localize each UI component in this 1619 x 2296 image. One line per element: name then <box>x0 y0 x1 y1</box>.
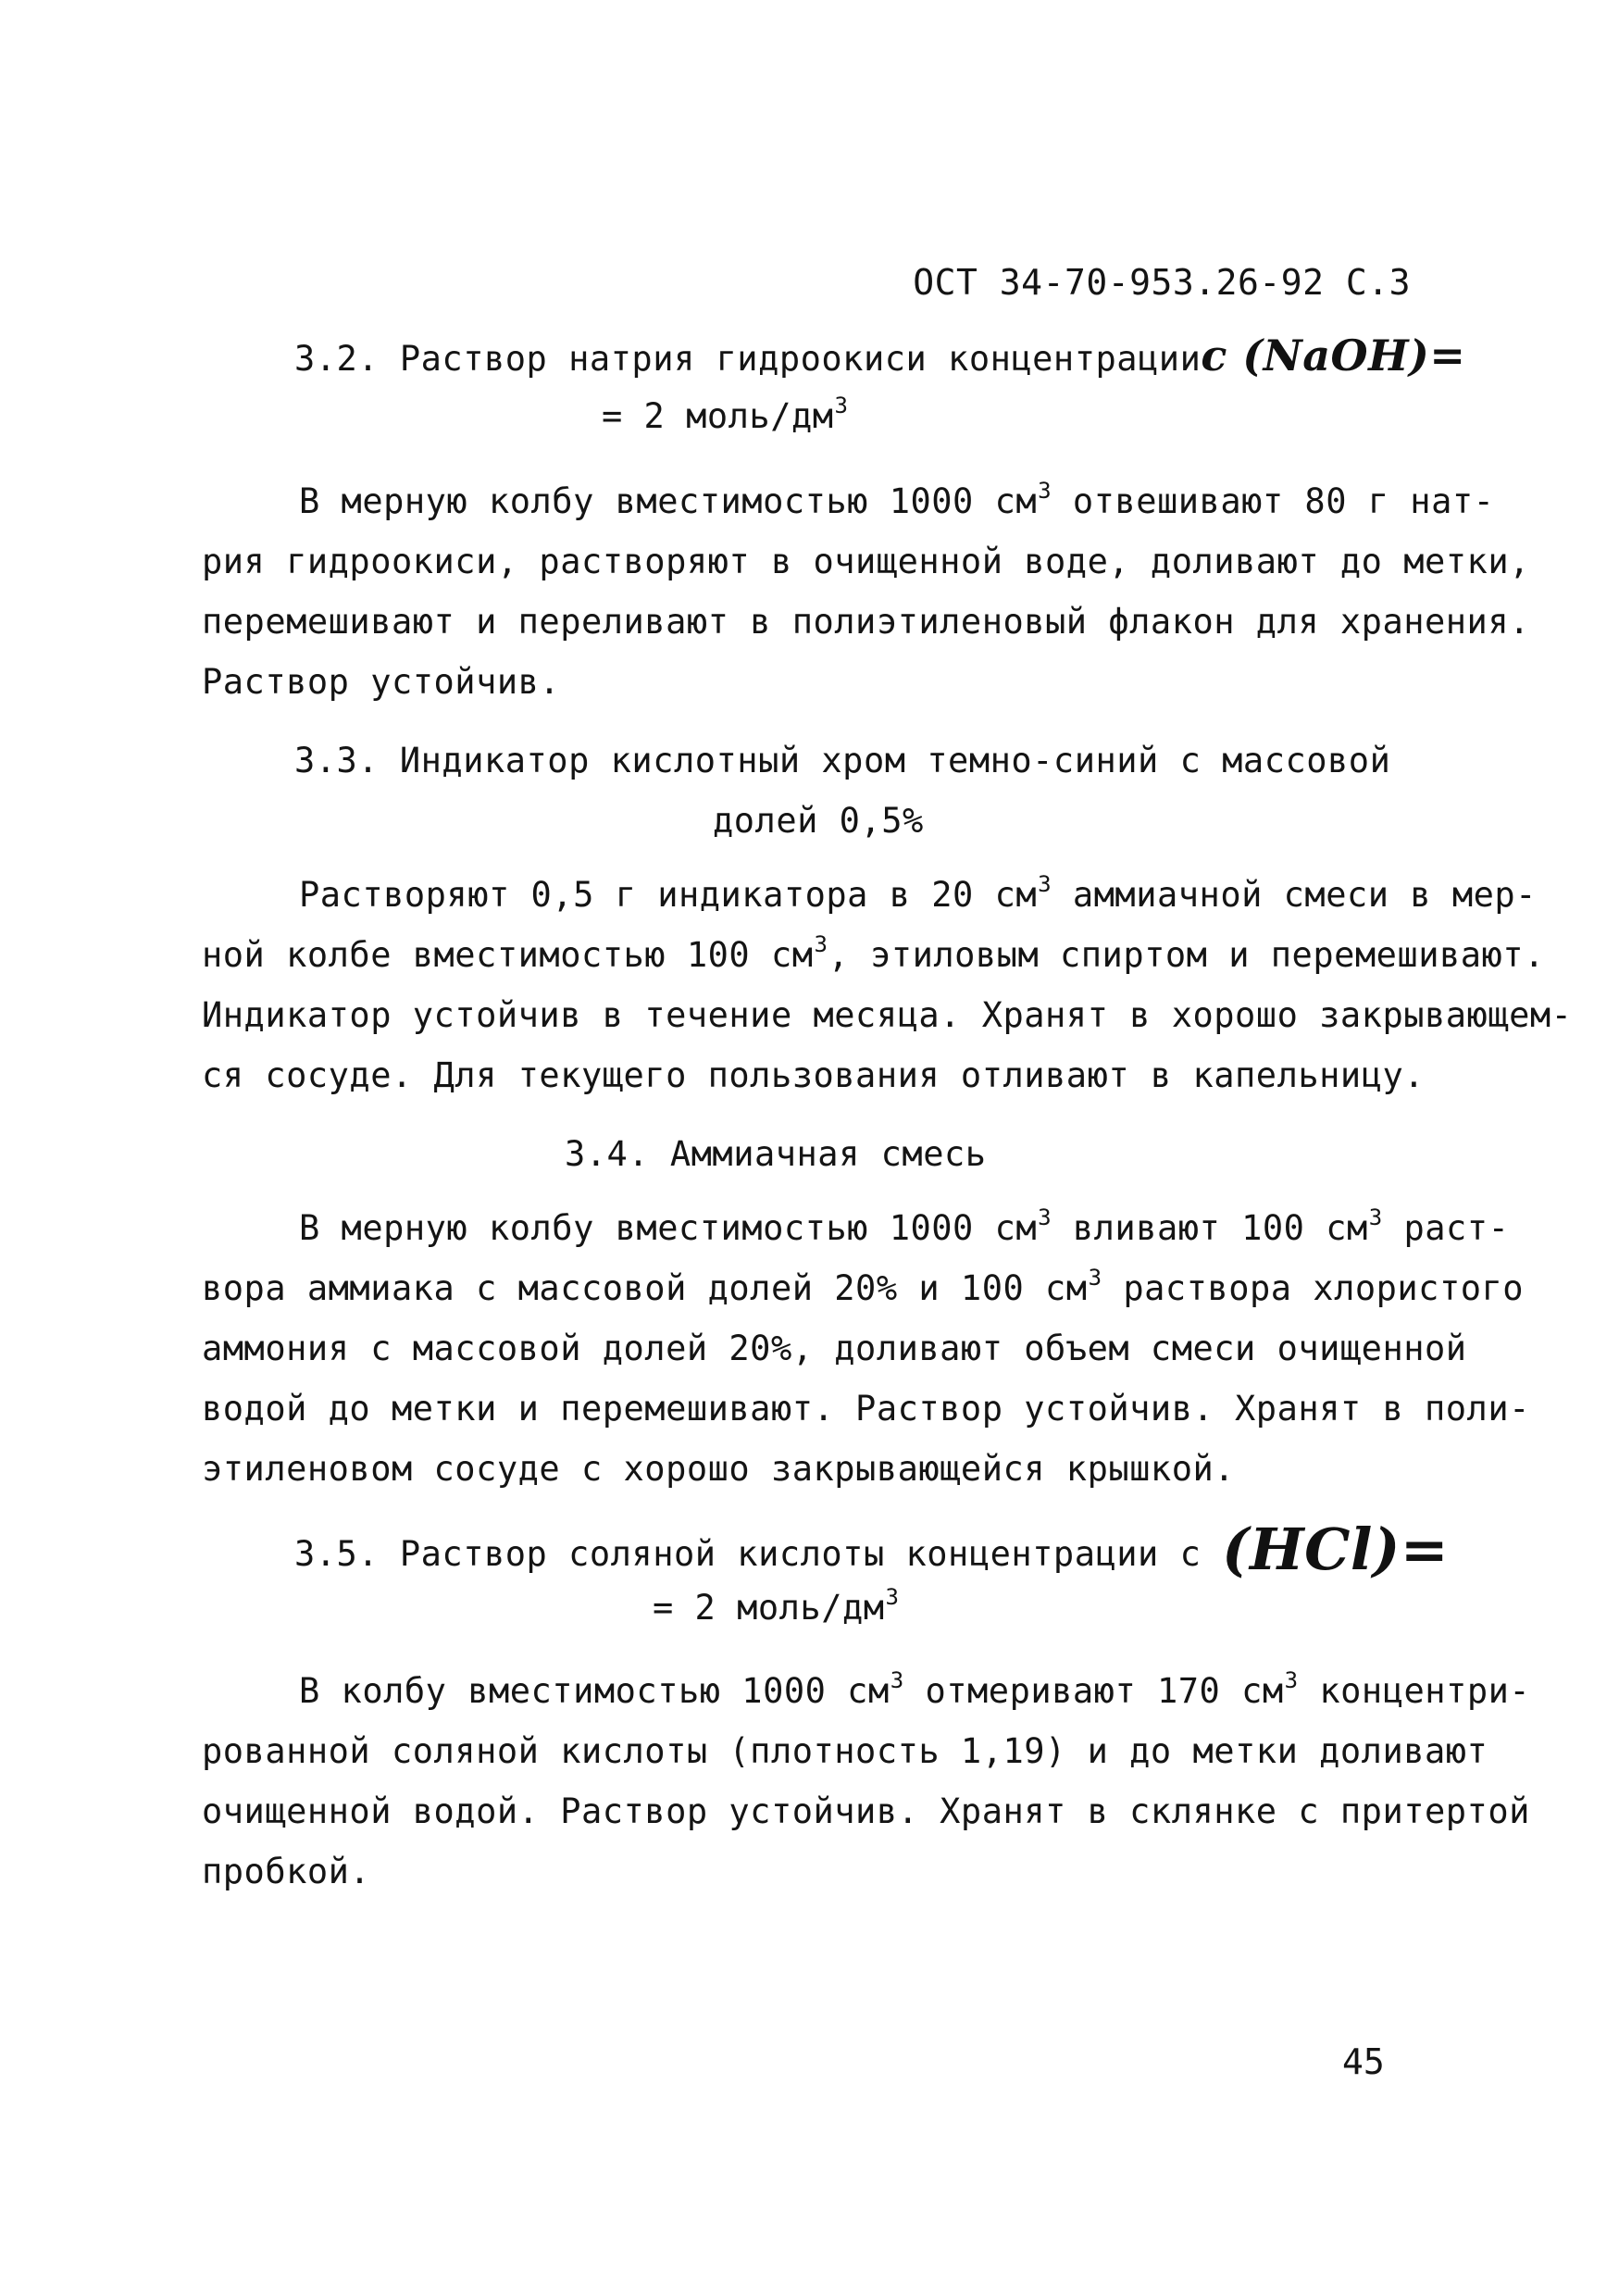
text-run: ной колбе вместимостью 100 см <box>202 935 814 975</box>
section-3-5-heading-text: 3.5. Раствор соляной кислоты концентрации с <box>294 1534 1202 1574</box>
paragraph-line <box>299 1667 1531 1716</box>
paragraph-line: перемешивают и переливают в полиэтиленовый флакон для хранения. <box>202 602 1530 642</box>
section-3-2-unit: = 2 моль/дм <box>602 396 834 436</box>
section-3-2-heading-text: 3.2. Раствор натрия гидроокиси концентрации <box>294 339 1202 379</box>
text-run: отмеривают 170 см <box>903 1671 1284 1711</box>
superscript: 3 <box>1284 1667 1299 1693</box>
paragraph-line: рованной соляной кислоты (плотность 1,19) и до метки доливают <box>202 1731 1488 1771</box>
section-3-5-unit: = 2 моль/дм <box>653 1588 885 1628</box>
text-run: раст- <box>1382 1208 1510 1248</box>
section-3-3-heading-line2: долей 0,5% <box>713 801 924 841</box>
paragraph-line: пробкой. <box>202 1852 371 1891</box>
paragraph-line <box>299 478 1495 526</box>
handwritten-formula-naoh: c (NaOH)= <box>1201 331 1466 381</box>
superscript: 3 <box>814 931 828 957</box>
section-3-4-heading: 3.4. Аммиачная смесь <box>565 1134 987 1174</box>
superscript: 3 <box>890 1667 904 1693</box>
document-code-header: ОСТ 34-70-953.26-92 С.3 <box>913 262 1411 303</box>
paragraph-line: рия гидроокиси, растворяют в очищенной воде, доливают до метки, <box>202 542 1530 581</box>
superscript: 3 <box>1038 871 1052 897</box>
text-run: вора аммиака с массовой долей 20% и 100 см <box>202 1268 1088 1308</box>
section-3-5-heading <box>294 1516 1450 1583</box>
paragraph-line: аммония с массовой долей 20%, доливают объем смеси очищенной <box>202 1329 1467 1368</box>
superscript: 3 <box>1088 1265 1102 1291</box>
text-run: В колбу вместимостью 1000 см <box>299 1671 890 1711</box>
paragraph-line: этиленовом сосуде с хорошо закрывающейся крышкой. <box>202 1449 1236 1489</box>
text-run: отвешивают 80 г нат- <box>1052 481 1495 521</box>
text-run: В мерную колбу вместимостью 1000 см <box>299 481 1038 521</box>
superscript: 3 <box>1038 478 1052 504</box>
text-run: Растворяют 0,5 г индикатора в 20 см <box>299 875 1038 915</box>
paragraph-line <box>299 1204 1510 1253</box>
paragraph-line <box>299 871 1537 919</box>
section-3-5-heading-line2 <box>653 1584 900 1632</box>
text-run: аммиачной смеси в мер- <box>1052 875 1537 915</box>
text-run: , этиловым спиртом и перемешивают. <box>828 935 1545 975</box>
superscript: 3 <box>1038 1204 1052 1230</box>
text-run: В мерную колбу вместимостью 1000 см <box>299 1208 1038 1248</box>
text-run: раствора хлористого <box>1102 1268 1525 1308</box>
section-3-3-heading: 3.3. Индикатор кислотный хром темно-синий с массовой <box>294 741 1391 780</box>
superscript: 3 <box>834 393 849 418</box>
paragraph-line: Раствор устойчив. <box>202 662 561 702</box>
section-3-2-heading <box>294 331 1466 381</box>
paragraph-line: Индикатор устойчив в течение месяца. Хранят в хорошо закрывающем- <box>202 995 1573 1035</box>
superscript: 3 <box>885 1584 900 1610</box>
superscript: 3 <box>1368 1204 1383 1230</box>
text-run: вливают 100 см <box>1052 1208 1368 1248</box>
handwritten-formula-hcl: (HCl)= <box>1222 1516 1450 1583</box>
paragraph-line: очищенной водой. Раствор устойчив. Хранят в склянке с притертой <box>202 1791 1530 1831</box>
section-3-2-heading-line2 <box>602 393 849 441</box>
paragraph-line: водой до метки и перемешивают. Раствор устойчив. Хранят в поли- <box>202 1389 1530 1429</box>
paragraph-line: ся сосуде. Для текущего пользования отливают в капельницу. <box>202 1055 1426 1095</box>
text-run: концентри- <box>1298 1671 1531 1711</box>
page-number: 45 <box>1342 2041 1385 2082</box>
paragraph-line <box>202 1265 1525 1313</box>
paragraph-line <box>202 931 1545 980</box>
